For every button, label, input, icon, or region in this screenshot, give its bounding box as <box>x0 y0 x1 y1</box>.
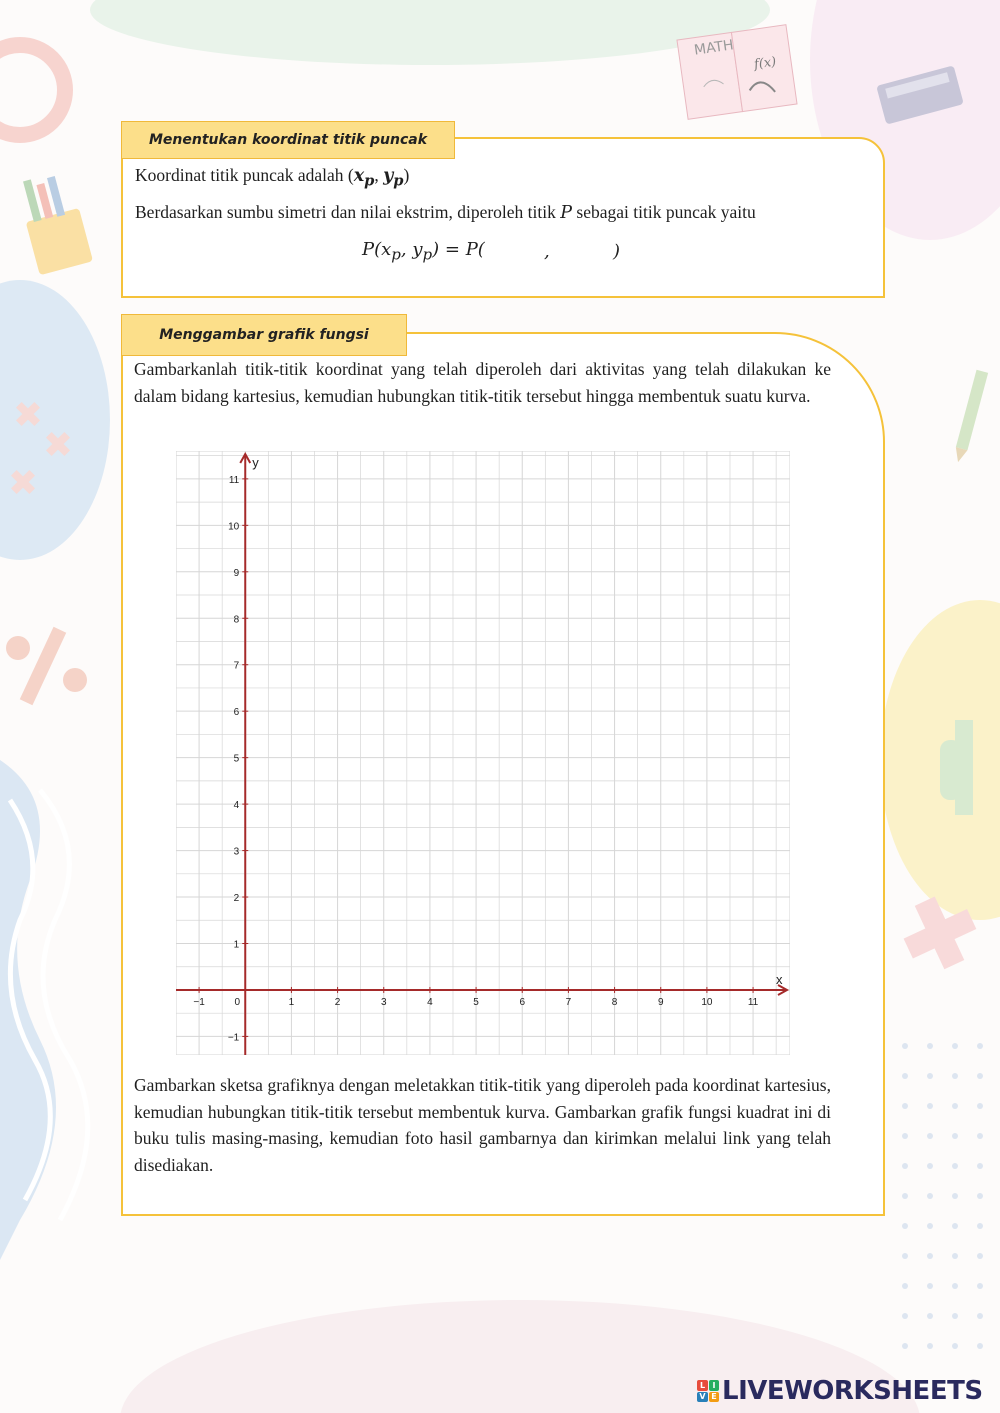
x-tick-label: 5 <box>473 996 479 1008</box>
graph-section-tab <box>121 314 407 356</box>
y-axis-label: y <box>252 455 259 470</box>
x-axis-label: x <box>776 971 783 987</box>
book-formula: f(x) <box>753 54 778 73</box>
brand-name: LIVEWORKSHEETS <box>722 1376 983 1406</box>
graph-section-title: Menggambar grafik fungsi <box>159 327 369 343</box>
x-tick-label: 2 <box>334 996 341 1008</box>
x-tick-label: 9 <box>657 996 664 1008</box>
vertex-x-blank-comma: , <box>544 241 550 262</box>
formula-mid: , y <box>400 239 423 260</box>
x-tick-label: 7 <box>565 996 572 1008</box>
var-x: x <box>353 166 365 186</box>
x-tick-label: 10 <box>701 996 713 1008</box>
y-tick-label: 2 <box>233 893 240 905</box>
book-title: MATH <box>693 37 735 59</box>
vertex-line-text: Koordinat titik puncak adalah ( <box>135 165 354 185</box>
x-tick-label: 11 <box>747 996 759 1008</box>
explanation-after: sebagai titik puncak yaitu <box>572 202 756 222</box>
vertex-close-paren: ) <box>613 241 621 262</box>
brand-logo-icon: L I V E <box>697 1380 719 1402</box>
close-paren: ) <box>403 165 410 185</box>
formula-left: P(x <box>362 239 392 260</box>
y-tick-label: 11 <box>228 474 240 486</box>
cartesian-plane[interactable] <box>176 451 790 1055</box>
sub-p2: p <box>393 172 404 190</box>
y-tick-label: 4 <box>233 800 240 812</box>
y-tick-label: 5 <box>233 753 240 765</box>
y-tick-label: 3 <box>233 846 240 858</box>
x-tick-label: 8 <box>611 996 618 1008</box>
explanation-before: Berdasarkan sumbu simetri dan nilai ekstrim, diperoleh titik <box>135 202 561 222</box>
formula-right: ) = P( <box>432 239 485 260</box>
math-book-icon <box>672 22 802 122</box>
var-P: P <box>560 203 573 223</box>
y-tick-label: 8 <box>233 614 240 626</box>
y-tick-label: 6 <box>233 707 240 719</box>
liveworksheets-logo <box>697 1376 983 1406</box>
vertex-section-tab <box>121 121 455 159</box>
vertex-coordinate-line <box>135 162 855 195</box>
formula-sub1: p <box>391 245 401 264</box>
y-tick-label: 10 <box>228 521 240 533</box>
formula-sub2: p <box>422 245 433 264</box>
y-tick-label: 7 <box>233 660 240 672</box>
x-tick-label: 3 <box>380 996 387 1008</box>
x-tick-label: 4 <box>427 996 433 1008</box>
x-tick-label: 1 <box>288 996 295 1008</box>
separator: , <box>374 165 384 185</box>
cartesian-grid[interactable] <box>176 451 790 1055</box>
y-tick-label: 9 <box>233 567 240 579</box>
y-tick-label: −1 <box>227 1032 240 1044</box>
vertex-section-title: Menentukan koordinat titik puncak <box>148 132 428 148</box>
x-tick-label: 0 <box>234 996 241 1008</box>
vertex-explanation-line <box>135 199 855 227</box>
sub-p: p <box>364 172 375 190</box>
var-y: y <box>383 166 394 186</box>
graph-intro-text: Gambarkanlah titik-titik koordinat yang telah diperoleh dari aktivitas yang telah dilakukan ke dalam bidang kartesius, kemudian hubungkan titik-titik tersebut hingga membentuk suatu kurva. <box>134 359 831 406</box>
graph-outro-text: Gambarkan sketsa grafiknya dengan meletakkan titik-titik yang diperoleh pada koordinat kartesius, kemudian hubungkan titik-titik tersebut membentuk kurva. Gambarkan grafik fungsi kuadrat ini di buku tulis masing-masing, kemudian foto hasil gambarnya dan kirimkan melalui link yang telah disediakan. <box>134 1075 831 1175</box>
x-tick-label: −1 <box>193 996 205 1008</box>
x-tick-label: 6 <box>519 996 526 1008</box>
y-tick-label: 1 <box>233 939 240 951</box>
